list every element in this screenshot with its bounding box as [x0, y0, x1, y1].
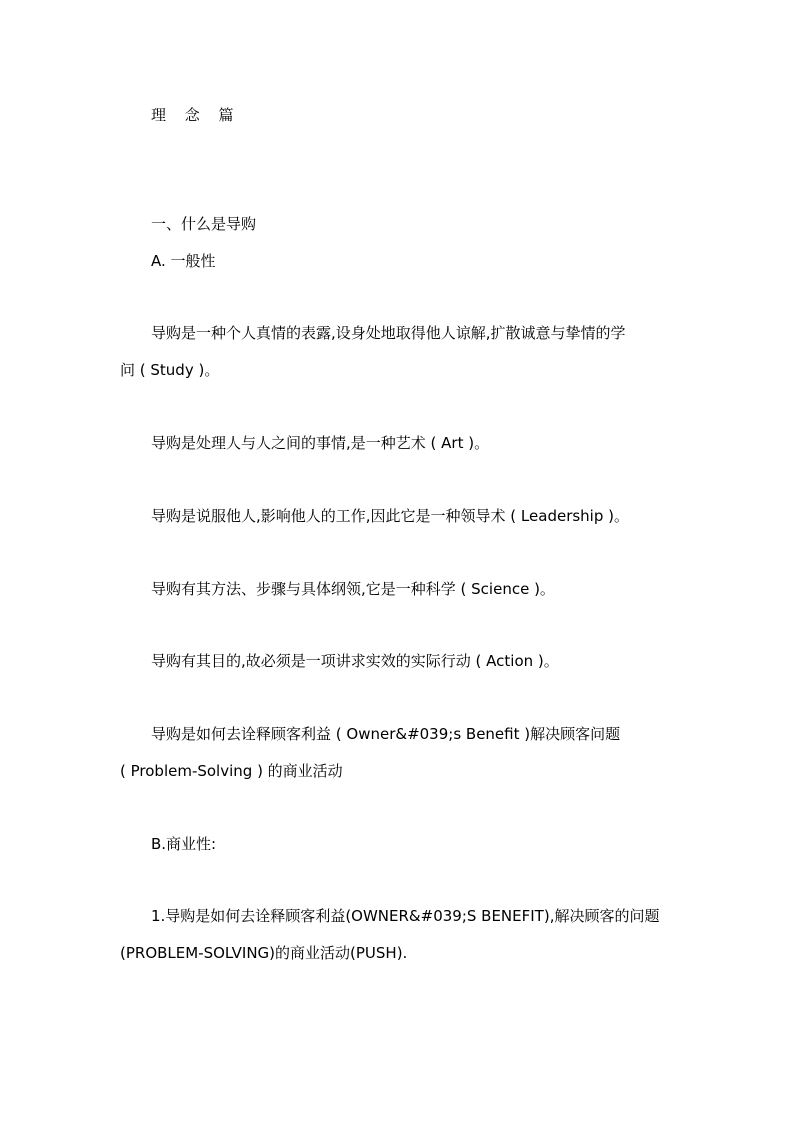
paragraph-study-line2: 问 ( Study )。 [120, 361, 220, 379]
paragraph-study-line1: 导购是一种个人真情的表露,设身处地取得他人谅解,扩散诚意与挚情的学 [151, 324, 626, 342]
subsection-heading-a: A. 一般性 [151, 252, 216, 270]
paragraph-commerce-line1: 1.导购是如何去诠释顾客利益(OWNER&#039;S BENEFIT),解决顾客的问题 [151, 907, 660, 925]
paragraph-action: 导购有其目的,故必须是一项讲求实效的实际行动 ( Action )。 [151, 652, 559, 670]
page-title: 理 念 篇 [151, 106, 241, 124]
section-heading: 一、什么是导购 [151, 215, 257, 233]
paragraph-benefit-line1: 导购是如何去诠释顾客利益 ( Owner&#039;s Benefit )解决顾客问题 [151, 725, 621, 743]
paragraph-leadership: 导购是说服他人,影响他人的工作,因此它是一种领导术 ( Leadership )。 [151, 507, 629, 525]
paragraph-art: 导购是处理人与人之间的事情,是一种艺术 ( Art )。 [151, 434, 490, 452]
paragraph-benefit-line2: ( Problem-Solving ) 的商业活动 [120, 762, 343, 780]
subsection-heading-b: B.商业性: [151, 835, 217, 853]
paragraph-commerce-line2: (PROBLEM-SOLVING)的商业活动(PUSH). [120, 944, 408, 962]
paragraph-science: 导购有其方法、步骤与具体纲领,它是一种科学 ( Science )。 [151, 580, 555, 598]
